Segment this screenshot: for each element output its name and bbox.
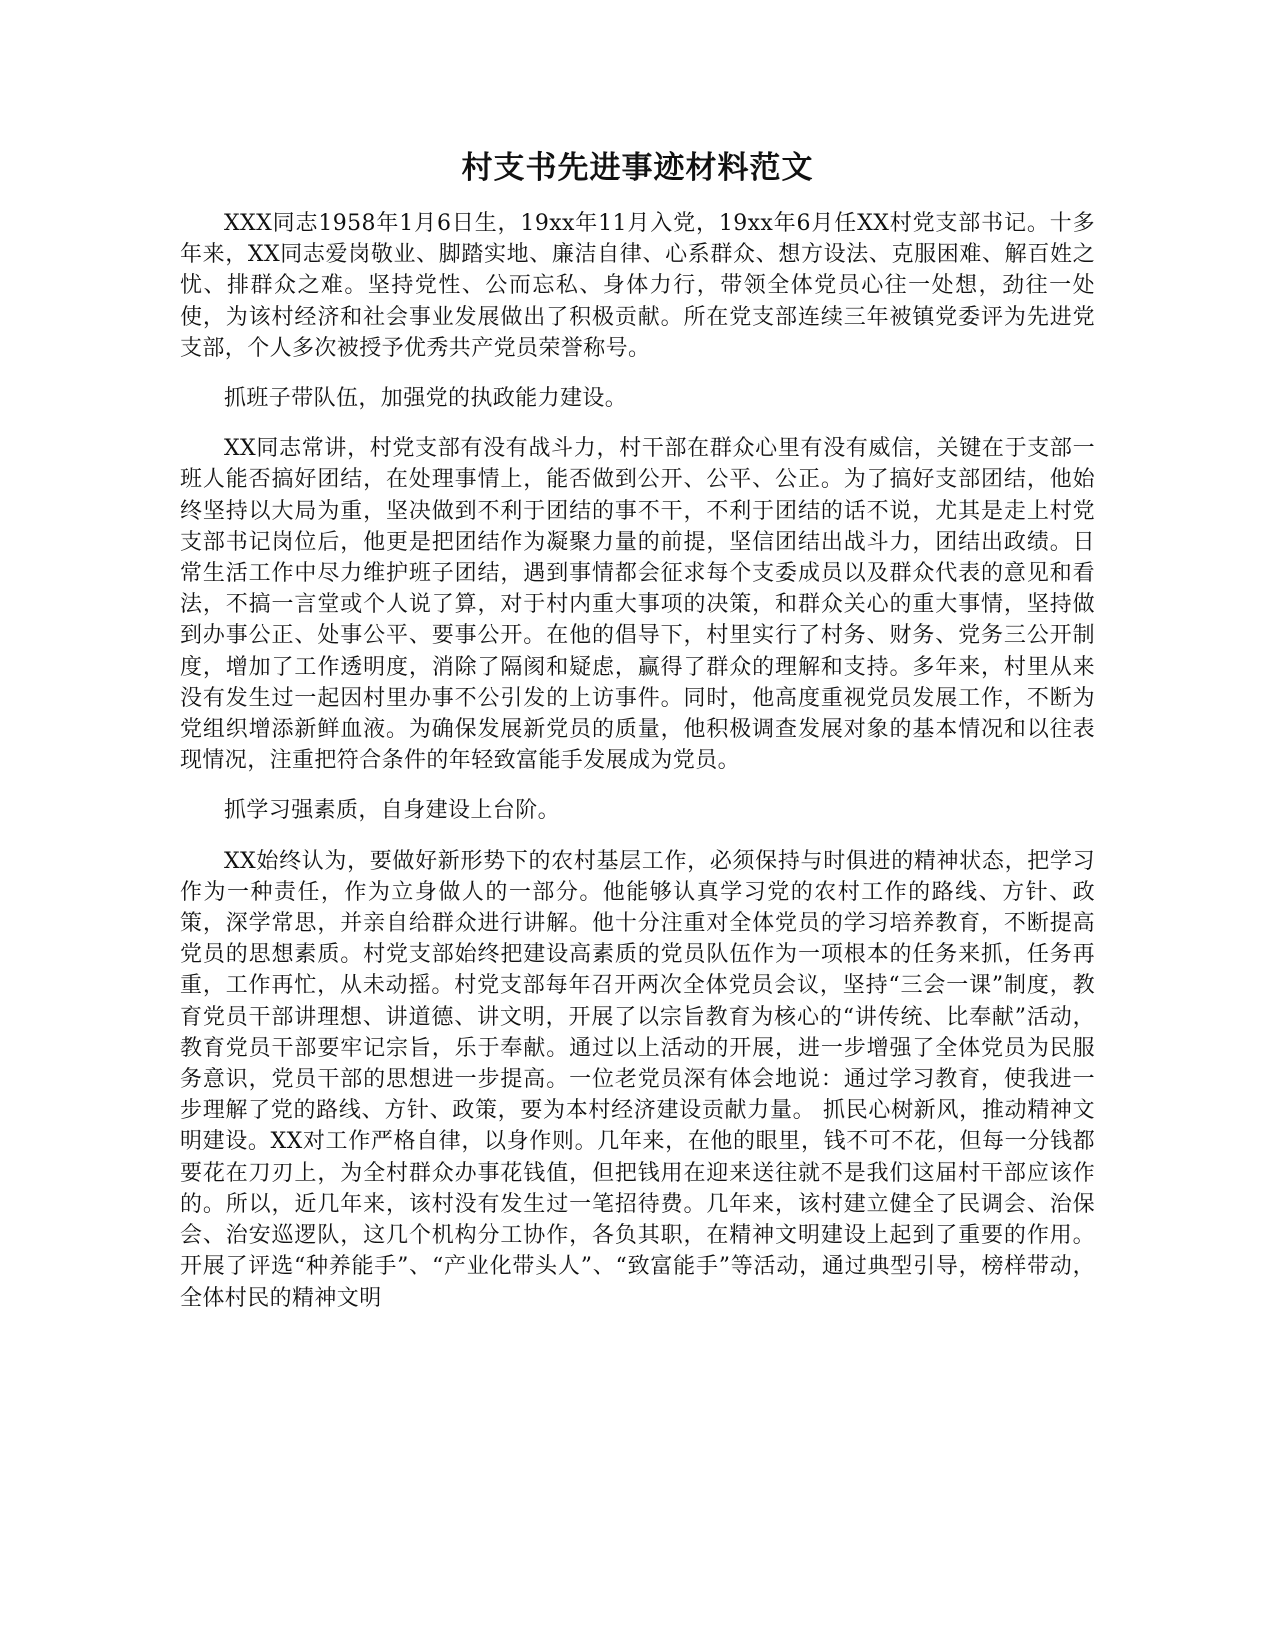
section-heading-study: 抓学习强素质，自身建设上台阶。 <box>224 798 561 824</box>
section-heading-team: 抓班子带队伍，加强党的执政能力建设。 <box>224 386 628 412</box>
paragraph-team: XX同志常讲，村党支部有没有战斗力，村干部在群众心里有没有威信，关键在于支部一班人能否搞好团结，在处理事情上，能否做到公开、公平、公正。为了搞好支部团结，他始终坚持以大局为重，坚决做到不利于团结的事不干，不利于团结的话不说，尤其是走上村党支部书记岗位后，他更是把团结作为凝聚力量的前提，坚信团结出战斗力，团结出政绩。日常生活工作中尽力维护班子团结，遇到事情都会征求每个支委成员以及群众代表的意见和看法，不搞一言堂或个人说了算，对于村内重大事项的决策，和群众关心的重大事情，坚持做到办事公正、处事公平、要事公开。在他的倡导下，村里实行了村务、财务、党务三公开制度，增加了工作透明度，消除了隔阂和疑虑，赢得了群众的理解和支持。多年来，村里从来没有发生过一起因村里办事不公引发的上访事件。同时，他高度重视党员发展工作，不断为党组织增添新鲜血液。为确保发展新党员的质量，他积极调查发展对象的基本情况和以往表现情况，注重把符合条件的年轻致富能手发展成为党员。 <box>180 436 1095 774</box>
document-title: 村支书先进事迹材料范文 <box>461 150 814 186</box>
paragraph-study: XX始终认为，要做好新形势下的农村基层工作，必须保持与时俱进的精神状态，把学习作为一种责任，作为立身做人的一部分。他能够认真学习党的农村工作的路线、方针、政策，深学常思，并亲自给群众进行讲解。他十分注重对全体党员的学习培养教育，不断提高党员的思想素质。村党支部始终把建设高素质的党员队伍作为一项根本的任务来抓，任务再重，工作再忙，从未动摇。村党支部每年召开两次全体党员会议，坚持“三会一课”制度，教育党员干部讲理想、讲道德、讲文明，开展了以宗旨教育为核心的“讲传统、比奉献”活动，教育党员干部要牢记宗旨，乐于奉献。通过以上活动的开展，进一步增强了全体党员为民服务意识，党员干部的思想进一步提高。一位老党员深有体会地说：通过学习教育，使我进一步理解了党的路线、方针、政策，要为本村经济建设贡献力量。 抓民心树新风，推动精神文明建设。XX对工作严格自律，以身作则。几年来，在他的眼里，钱不可不花，但每一分钱都要花在刀刃上，为全村群众办事花钱值，但把钱用在迎来送往就不是我们这届村干部应该作的。所以，近几年来，该村没有发生过一笔招待费。几年来，该村建立健全了民调会、治保会、治安巡逻队，这几个机构分工协作，各负其职，在精神文明建设上起到了重要的作用。开展了评选“种养能手”、“产业化带头人”、“致富能手”等活动，通过典型引导，榜样带动，全体村民的精神文明 <box>180 848 1095 1311</box>
paragraph-intro: XXX同志1958年1月6日生，19xx年11月入党，19xx年6月任XX村党支部书记。十多年来，XX同志爱岗敬业、脚踏实地、廉洁自律、心系群众、想方设法、克服困难、解百姓之忧、排群众之难。坚持党性、公而忘私、身体力行，带领全体党员心往一处想，劲往一处使，为该村经济和社会事业发展做出了积极贡献。所在党支部连续三年被镇党委评为先进党支部，个人多次被授予优秀共产党员荣誉称号。 <box>180 211 1095 361</box>
document-page <box>180 138 1095 1314</box>
